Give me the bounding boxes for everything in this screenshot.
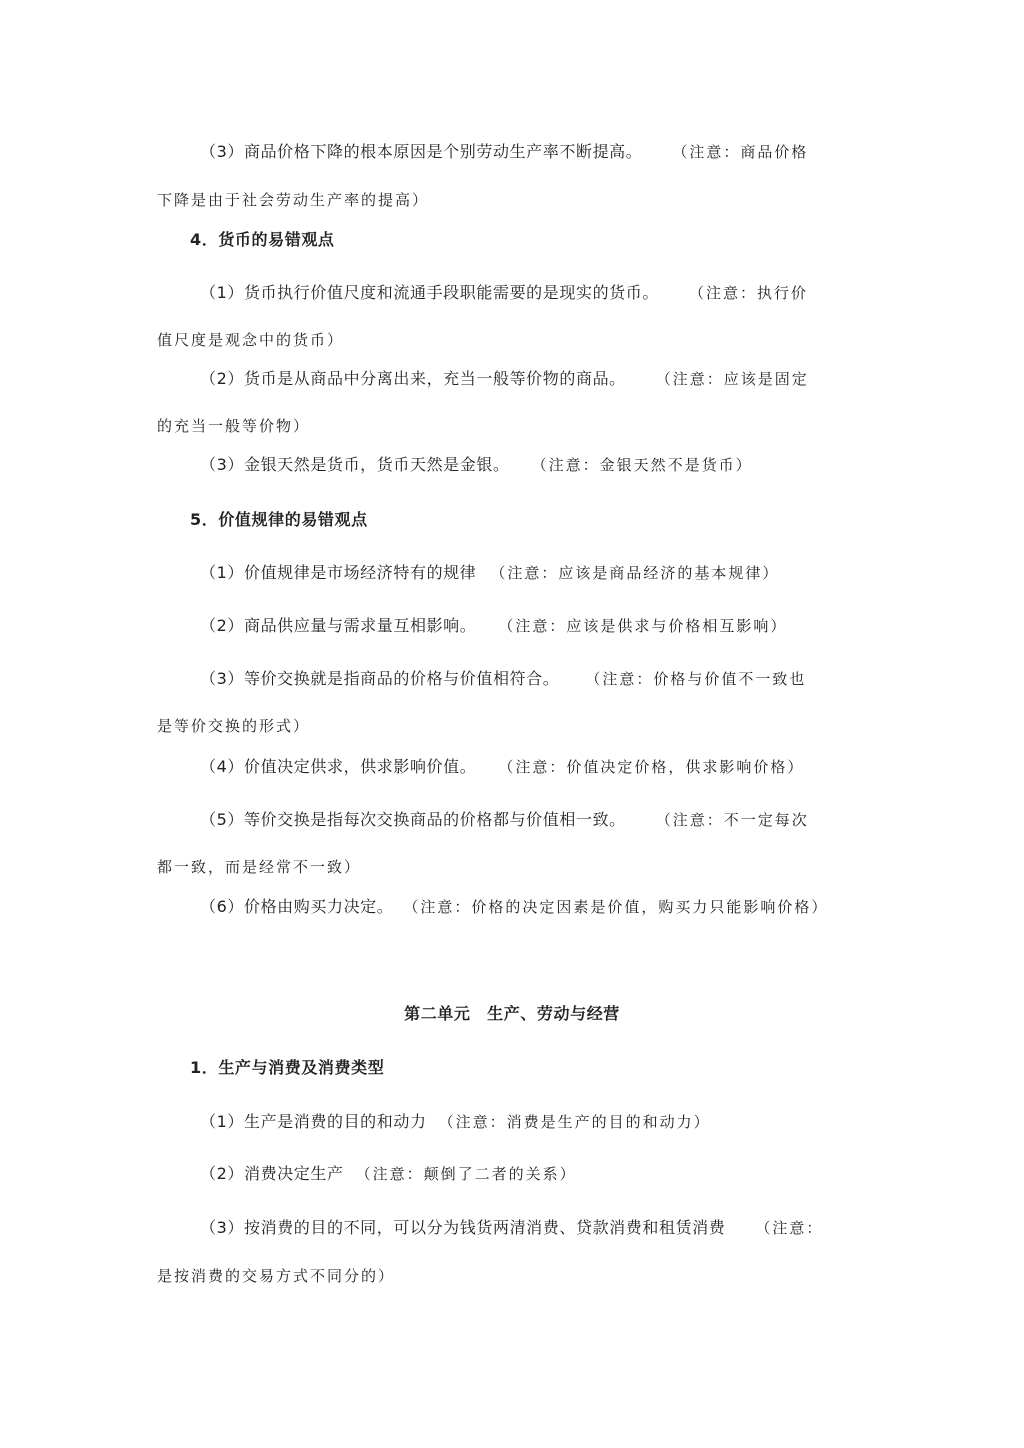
unit-title: 第二单元 生产、劳动与经营 — [404, 1004, 620, 1023]
paragraph-u2-3 — [200, 1218, 823, 1238]
paragraph-s4-2 — [200, 369, 809, 389]
paragraph-text: （3）等价交换就是指商品的价格与价值相符合。 — [200, 669, 560, 688]
paragraph-s5-6 — [200, 897, 828, 917]
paragraph-note: （注意：应该是商品经济的基本规律） — [490, 564, 780, 582]
paragraph-u2-1 — [200, 1112, 711, 1132]
paragraph-note-continuation: 值尺度是观念中的货币） — [157, 331, 345, 349]
paragraph-text: （3）商品价格下降的根本原因是个别劳动生产率不断提高。 — [200, 142, 643, 161]
paragraph-note: （注意：价值决定价格，供求影响价格） — [498, 758, 805, 776]
paragraph-text: （6）价格由购买力决定。 — [200, 897, 394, 916]
paragraph-note: （注意：应该是供求与价格相互影响） — [498, 617, 788, 635]
paragraph-note: （注意：金银天然不是货币） — [531, 456, 753, 474]
paragraph-text: （5）等价交换是指每次交换商品的价格都与价值相一致。 — [200, 810, 626, 829]
paragraph-text: （4）价值决定供求，供求影响价值。 — [200, 757, 477, 776]
paragraph-u2-2 — [200, 1164, 577, 1184]
paragraph-note: （注意：价格与价值不一致也 — [585, 670, 807, 688]
paragraph-s5-4 — [200, 757, 804, 777]
paragraph-note-continuation: 都一致，而是经常不一致） — [157, 858, 362, 876]
paragraph-s5-2 — [200, 616, 787, 636]
paragraph-s5-1 — [200, 563, 779, 583]
paragraph-s5-3 — [200, 669, 806, 689]
paragraph-text: （2）消费决定生产 — [200, 1164, 344, 1183]
paragraph-note-continuation: 是等价交换的形式） — [157, 717, 311, 735]
section-heading-unit2-1: 1．生产与消费及消费类型 — [190, 1058, 385, 1077]
paragraph-note: （注意：商品价格 — [672, 143, 809, 161]
paragraph-s4-3 — [200, 455, 753, 475]
paragraph-s5-5 — [200, 810, 809, 830]
section-heading-5: 5．价值规律的易错观点 — [190, 510, 368, 529]
paragraph-text: （2）商品供应量与需求量互相影响。 — [200, 616, 477, 635]
paragraph-s3-3 — [200, 142, 808, 162]
paragraph-note: （注意：应该是固定 — [655, 370, 809, 388]
paragraph-note: （注意：价格的决定因素是价值，购买力只能影响价格） — [403, 898, 829, 916]
paragraph-note: （注意：不一定每次 — [655, 811, 809, 829]
paragraph-note: （注意：消费是生产的目的和动力） — [438, 1113, 711, 1131]
section-heading-4: 4．货币的易错观点 — [190, 230, 335, 249]
paragraph-note: （注意：颠倒了二者的关系） — [355, 1165, 577, 1183]
paragraph-text: （3）按消费的目的不同，可以分为钱货两清消费、贷款消费和租赁消费 — [200, 1218, 726, 1237]
paragraph-note-continuation: 的充当一般等价物） — [157, 417, 311, 435]
paragraph-text: （1）生产是消费的目的和动力 — [200, 1112, 427, 1131]
paragraph-note: （注意：执行价 — [688, 284, 808, 302]
paragraph-note-continuation: 是按消费的交易方式不同分的） — [157, 1267, 396, 1285]
paragraph-note-continuation: 下降是由于社会劳动生产率的提高） — [157, 191, 430, 209]
paragraph-s4-1 — [200, 283, 808, 303]
paragraph-note: （注意： — [755, 1219, 824, 1237]
paragraph-text: （1）货币执行价值尺度和流通手段职能需要的是现实的货币。 — [200, 283, 659, 302]
paragraph-text: （2）货币是从商品中分离出来，充当一般等价物的商品。 — [200, 369, 626, 388]
paragraph-text: （3）金银天然是货币，货币天然是金银。 — [200, 455, 510, 474]
paragraph-text: （1）价值规律是市场经济特有的规律 — [200, 563, 477, 582]
